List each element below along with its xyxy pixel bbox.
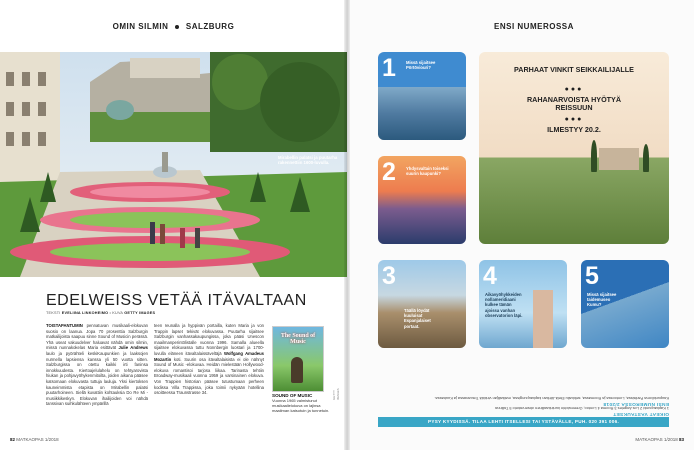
quiz-tile-2 bbox=[378, 156, 466, 244]
section-title: OMIN SILMIN bbox=[112, 22, 169, 31]
dvd-caption-title: SOUND OF MUSIC bbox=[272, 393, 313, 398]
body-col1-tail: laulo ja pyörähteli keskiKaupunkien ja laaksojen nurmella lapsiensa kanssa yli 50 vuotta sitten. Salzburgissa on otettu kaikki irti faninsa innokkuudesta. Kiertoajelulahelu on tehtyarovista hiukan ja pohjavyöhykenmitoilta, joiden aikana pääsee katsomaan elokuvasta tuttuja lauluja. Yksi kiertoksen kauneimmista etapista on Mirabellin palatsi puutarhoineen. Siellä kuvattiin kohtauksia Do Re Mi -musiikkikeskyn. Elokuvan ihailijoiden voi nähdä tanssivan suihkulähteen ympärillä bbox=[46, 350, 148, 407]
subscription-banner: PYSY KYYDISSÄ. TILAA LEHTI ITSELLESI TAI YSTÄVÄLLE, PUH. 020 391 006. bbox=[378, 417, 669, 427]
quiz-tile-3 bbox=[378, 260, 466, 348]
credits-author: EVELIINA LINKOHEIMO bbox=[61, 311, 109, 315]
credits-source: GETTY IMAGES bbox=[124, 311, 156, 315]
right-folio-issue: 1/2018 bbox=[663, 437, 678, 442]
left-folio-magazine: MATKAOPAS bbox=[16, 437, 44, 442]
quiz-tile-text: Aikavyöhykkeiden nollameridiaani kulkee tämän ajoissa vanhan observatorion läpi. bbox=[485, 292, 523, 318]
dvd-caption bbox=[272, 393, 330, 413]
next-issue-title: ENSI NUMEROSSA 2/2018 bbox=[603, 401, 669, 406]
answers-title: OIKEAT VASTAUKSET bbox=[612, 411, 669, 416]
feature-dots-1: ●●● bbox=[564, 86, 584, 93]
quiz-tile-number: 4 bbox=[483, 262, 497, 290]
right-folio-magazine: MATKAOPAS bbox=[635, 437, 663, 442]
dvd-cover-title: The Sound of Music bbox=[280, 333, 316, 345]
answers-text: 1 Kapkaupunki 2 Los Angeles 3 Rooma 4 Lontoo, Greenwichin kuninkaallinen observatorio 5 Tallinna bbox=[495, 406, 669, 411]
section-heading bbox=[0, 22, 347, 31]
quiz-tile-text: Missä sijaitsee taidemuseo Kumu? bbox=[587, 292, 617, 308]
quiz-tile-number: 5 bbox=[585, 262, 599, 290]
left-folio bbox=[10, 437, 59, 442]
cypress-tree-shape bbox=[643, 144, 649, 172]
quiz-tile-text: Missä sijaitsee Pörtöviouri? bbox=[406, 60, 436, 71]
quiz-tile-number: 2 bbox=[382, 158, 396, 186]
quiz-tile-text: Yhdysvaltain toiseksi suurin kaupunki? bbox=[406, 166, 449, 177]
credits-text-label: TEKSTI bbox=[46, 311, 61, 315]
article-body-column-2 bbox=[154, 323, 264, 396]
dvd-cover-image bbox=[272, 326, 324, 392]
quiz-tile-1 bbox=[378, 52, 466, 140]
feature-line-2: RAHANARVOISTA HYÖTYÄ REISSUUN bbox=[526, 95, 622, 112]
spread-gutter bbox=[344, 0, 350, 450]
article-headline: EDELWEISS VETÄÄ ITÄVALTAAN bbox=[46, 292, 307, 309]
right-page bbox=[347, 0, 694, 450]
hero-caption: Mirabellin palatsi ja puutarha rakennettiin 1600-luvulla. bbox=[278, 155, 338, 165]
next-issue-feature bbox=[479, 52, 669, 244]
body-col2-bold: Wolfgang Amadeus Mozartin bbox=[154, 350, 265, 362]
bullet-dot-icon bbox=[175, 25, 179, 29]
body-col1-bold: Julie Andrews bbox=[118, 345, 148, 351]
left-folio-issue: 1/2018 bbox=[44, 437, 59, 442]
body-col2-text: teen reunalla ja hyppivän portailla, kuten Maria ja von Trappin lapset tekivät elokuvassa. Puutarha sijaitsee Salzburgin vanhassakaupungissa, joka pääsi Unescon maailmanperintölistalle vuonna 1996. Samalla alueella sijaitsee elokuvassa tuttu Nonnbergin luostari ja 1700-luvulla eläneen itävaltalaissäveltäjä bbox=[154, 323, 264, 356]
quiz-tile-number: 1 bbox=[382, 54, 396, 82]
quiz-tile-number: 3 bbox=[382, 262, 396, 290]
cypress-tree-shape bbox=[591, 140, 597, 172]
quiz-tile-4 bbox=[479, 260, 567, 348]
villa-shape bbox=[599, 148, 639, 170]
hero-photo-mirabell-gardens bbox=[0, 52, 347, 277]
observatory-shape bbox=[533, 290, 553, 348]
dvd-figure-shape bbox=[291, 357, 303, 383]
body-col2-tail: koti. Suurin osa itävaltalaisista ei ole nähnyt Sound of Music -elokuvaa. Heidän mielestään Hollywood-elokuva romantisoi tarjosa liikaa. Tarinasta tehtiin Broadway-musikaali vuonna 1959 ja varsinainen elokuva. Von Trappien historian pääsee tutustumaan perheen kodissa Villa Trappissa, joka toimii nykyään hotellina osoitteessa Traunstrasse 34. bbox=[154, 356, 264, 396]
body-col1-text: pennatuvan musikaali-elokuvan suosio on laanua. Jopa 70 prosenttia Salzburgin matkailijoista saapuu sinne Sound of Musicin perässä. Yhä useat vakuudelver haluavat nähdä omin silmin, missä nunnakokelas Maria esittävät bbox=[46, 323, 148, 351]
feature-line-1: PARHAAT VINKIT SEIKKAILIJALLE bbox=[514, 65, 634, 74]
quiz-tile-text: Täällä löydät kuuluisat Espanjalaiset portaat. bbox=[404, 308, 431, 329]
body-lead: TOISTAPANTUMIN bbox=[46, 323, 83, 328]
credits-image-label: KUVA bbox=[112, 311, 123, 315]
right-folio bbox=[635, 437, 684, 442]
right-page-number: 83 bbox=[678, 437, 684, 442]
feature-line-3: ILMESTYY 20.2. bbox=[547, 125, 601, 134]
section-place: SALZBURG bbox=[185, 22, 235, 31]
article-body-column-1 bbox=[46, 323, 148, 407]
next-issue-text: Kaupunkiloma Pariisissa, Lontoossa ja Roomassa, seikkailu Etelä-Afrikan kapkaupungissa, matkailijan vinkkiä Toscanassa ja Kuubassa. bbox=[434, 396, 669, 401]
side-photo-credit: GETTY IMAGES bbox=[332, 388, 340, 400]
article-credits: TEKSTI EVELIINA LINKOHEIMO • KUVA GETTY IMAGES bbox=[46, 311, 156, 315]
right-section-title: ENSI NUMEROSSA bbox=[494, 22, 574, 31]
upside-down-answers bbox=[375, 364, 669, 416]
left-page-number: 82 bbox=[10, 437, 16, 442]
feature-dots-2: ●●● bbox=[564, 116, 584, 123]
quiz-tile-5 bbox=[581, 260, 669, 348]
dvd-caption-text: Vuonna 1965 valmistunut musikaalielokuva on lajinsa maailman katsotuin ja tunnetuin. bbox=[272, 398, 330, 413]
